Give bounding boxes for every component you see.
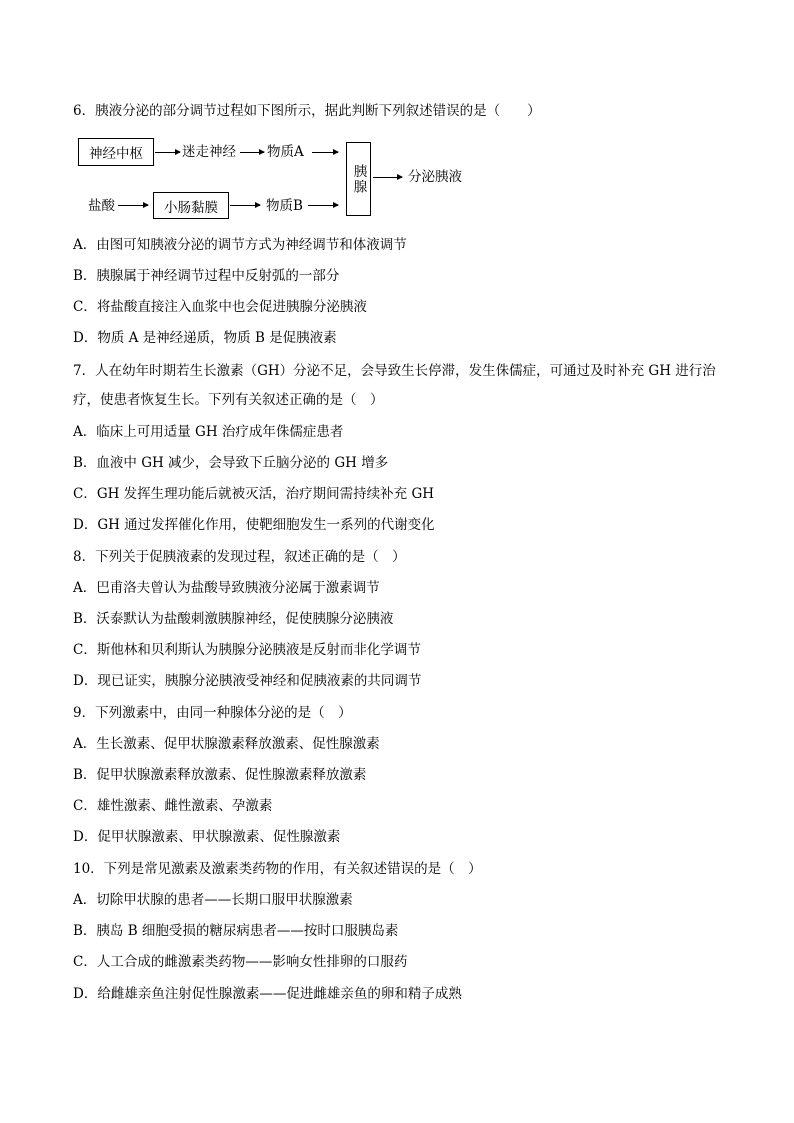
- arrow-icon: [240, 152, 264, 153]
- q8-option-d: D．现已证实，胰腺分泌胰液受神经和促胰液素的共同调节: [73, 673, 422, 689]
- arrow-icon: [373, 177, 402, 178]
- intestinal-mucosa-box: [153, 192, 229, 219]
- pancreas-box: [346, 142, 371, 216]
- q8-option-a: A．巴甫洛夫曾认为盐酸导致胰液分泌属于激素调节: [73, 580, 380, 596]
- q8-option-b: B．沃泰默认为盐酸刺激胰腺神经，促使胰腺分泌胰液: [73, 611, 394, 627]
- arrow-icon: [312, 152, 338, 153]
- arrow-icon: [118, 205, 148, 206]
- question-10-stem: 10．下列是常见激素及激素类药物的作用，有关叙述错误的是（ ）: [73, 861, 482, 877]
- arrow-icon: [308, 205, 338, 206]
- question-6-stem: 6．胰液分泌的部分调节过程如下图所示，据此判断下列叙述错误的是（ ）: [73, 103, 541, 119]
- q7-option-b: B．血液中 GH 减少，会导致下丘脑分泌的 GH 增多: [73, 455, 389, 471]
- vagus-nerve-label: 迷走神经: [182, 144, 236, 160]
- q9-option-d: D．促甲状腺激素、甲状腺激素、促性腺激素: [73, 829, 341, 845]
- q10-option-a: A．切除甲状腺的患者——长期口服甲状腺激素: [73, 892, 353, 908]
- q10-option-c: C．人工合成的雌激素类药物——影响女性排卵的口服药: [73, 954, 408, 970]
- q10-option-b: B．胰岛 B 细胞受损的糖尿病患者——按时口服胰岛素: [73, 923, 399, 939]
- q10-option-d: D．给雌雄亲鱼注射促性腺激素——促进雌雄亲鱼的卵和精子成熟: [73, 986, 462, 1002]
- q9-option-c: C．雄性激素、雌性激素、孕激素: [73, 798, 273, 814]
- nerve-center-box: [78, 138, 154, 166]
- q9-option-b: B．促甲状腺激素释放激素、促性腺激素释放激素: [73, 767, 367, 783]
- pancreas-label: 胰腺: [350, 163, 367, 195]
- substance-a-label: 物质A: [267, 144, 304, 160]
- question-9-stem: 9．下列激素中，由同一种腺体分泌的是（ ）: [73, 705, 352, 721]
- pancreas-regulation-diagram: [78, 136, 498, 220]
- q7-option-c: C．GH 发挥生理功能后就被灭活，治疗期间需持续补充 GH: [73, 486, 435, 502]
- q9-option-a: A．生长激素、促甲状腺激素释放激素、促性腺激素: [73, 736, 380, 752]
- q7-option-d: D．GH 通过发挥催化作用，使靶细胞发生一系列的代谢变化: [73, 517, 435, 533]
- q6-option-d: D．物质 A 是神经递质，物质 B 是促胰液素: [73, 330, 337, 346]
- q8-option-c: C．斯他林和贝利斯认为胰腺分泌胰液是反射而非化学调节: [73, 642, 421, 658]
- substance-b-label: 物质B: [266, 198, 303, 214]
- question-7-stem-line-1: 7．人在幼年时期若生长激素（GH）分泌不足，会导致生长停滞，发生侏儒症，可通过及时补充 GH 进行治: [73, 363, 716, 379]
- q6-option-c: C．将盐酸直接注入血浆中也会促进胰腺分泌胰液: [73, 299, 367, 315]
- hcl-label: 盐酸: [88, 198, 115, 214]
- arrow-icon: [230, 205, 260, 206]
- nerve-center-label: 神经中枢: [89, 146, 143, 162]
- q6-option-a: A．由图可知胰液分泌的调节方式为神经调节和体液调节: [73, 237, 407, 253]
- question-8-stem: 8．下列关于促胰液素的发现过程，叙述正确的是（ ）: [73, 549, 406, 565]
- arrow-icon: [155, 152, 180, 153]
- q6-option-b: B．胰腺属于神经调节过程中反射弧的一部分: [73, 268, 340, 284]
- secrete-pancreatic-juice-label: 分泌胰液: [408, 169, 462, 185]
- intestinal-mucosa-label: 小肠黏膜: [164, 199, 218, 216]
- q7-option-a: A．临床上可用适量 GH 治疗成年侏儒症患者: [73, 424, 344, 440]
- question-7-stem-line-2: 疗，使患者恢复生长。下列有关叙述正确的是（ ）: [73, 392, 384, 408]
